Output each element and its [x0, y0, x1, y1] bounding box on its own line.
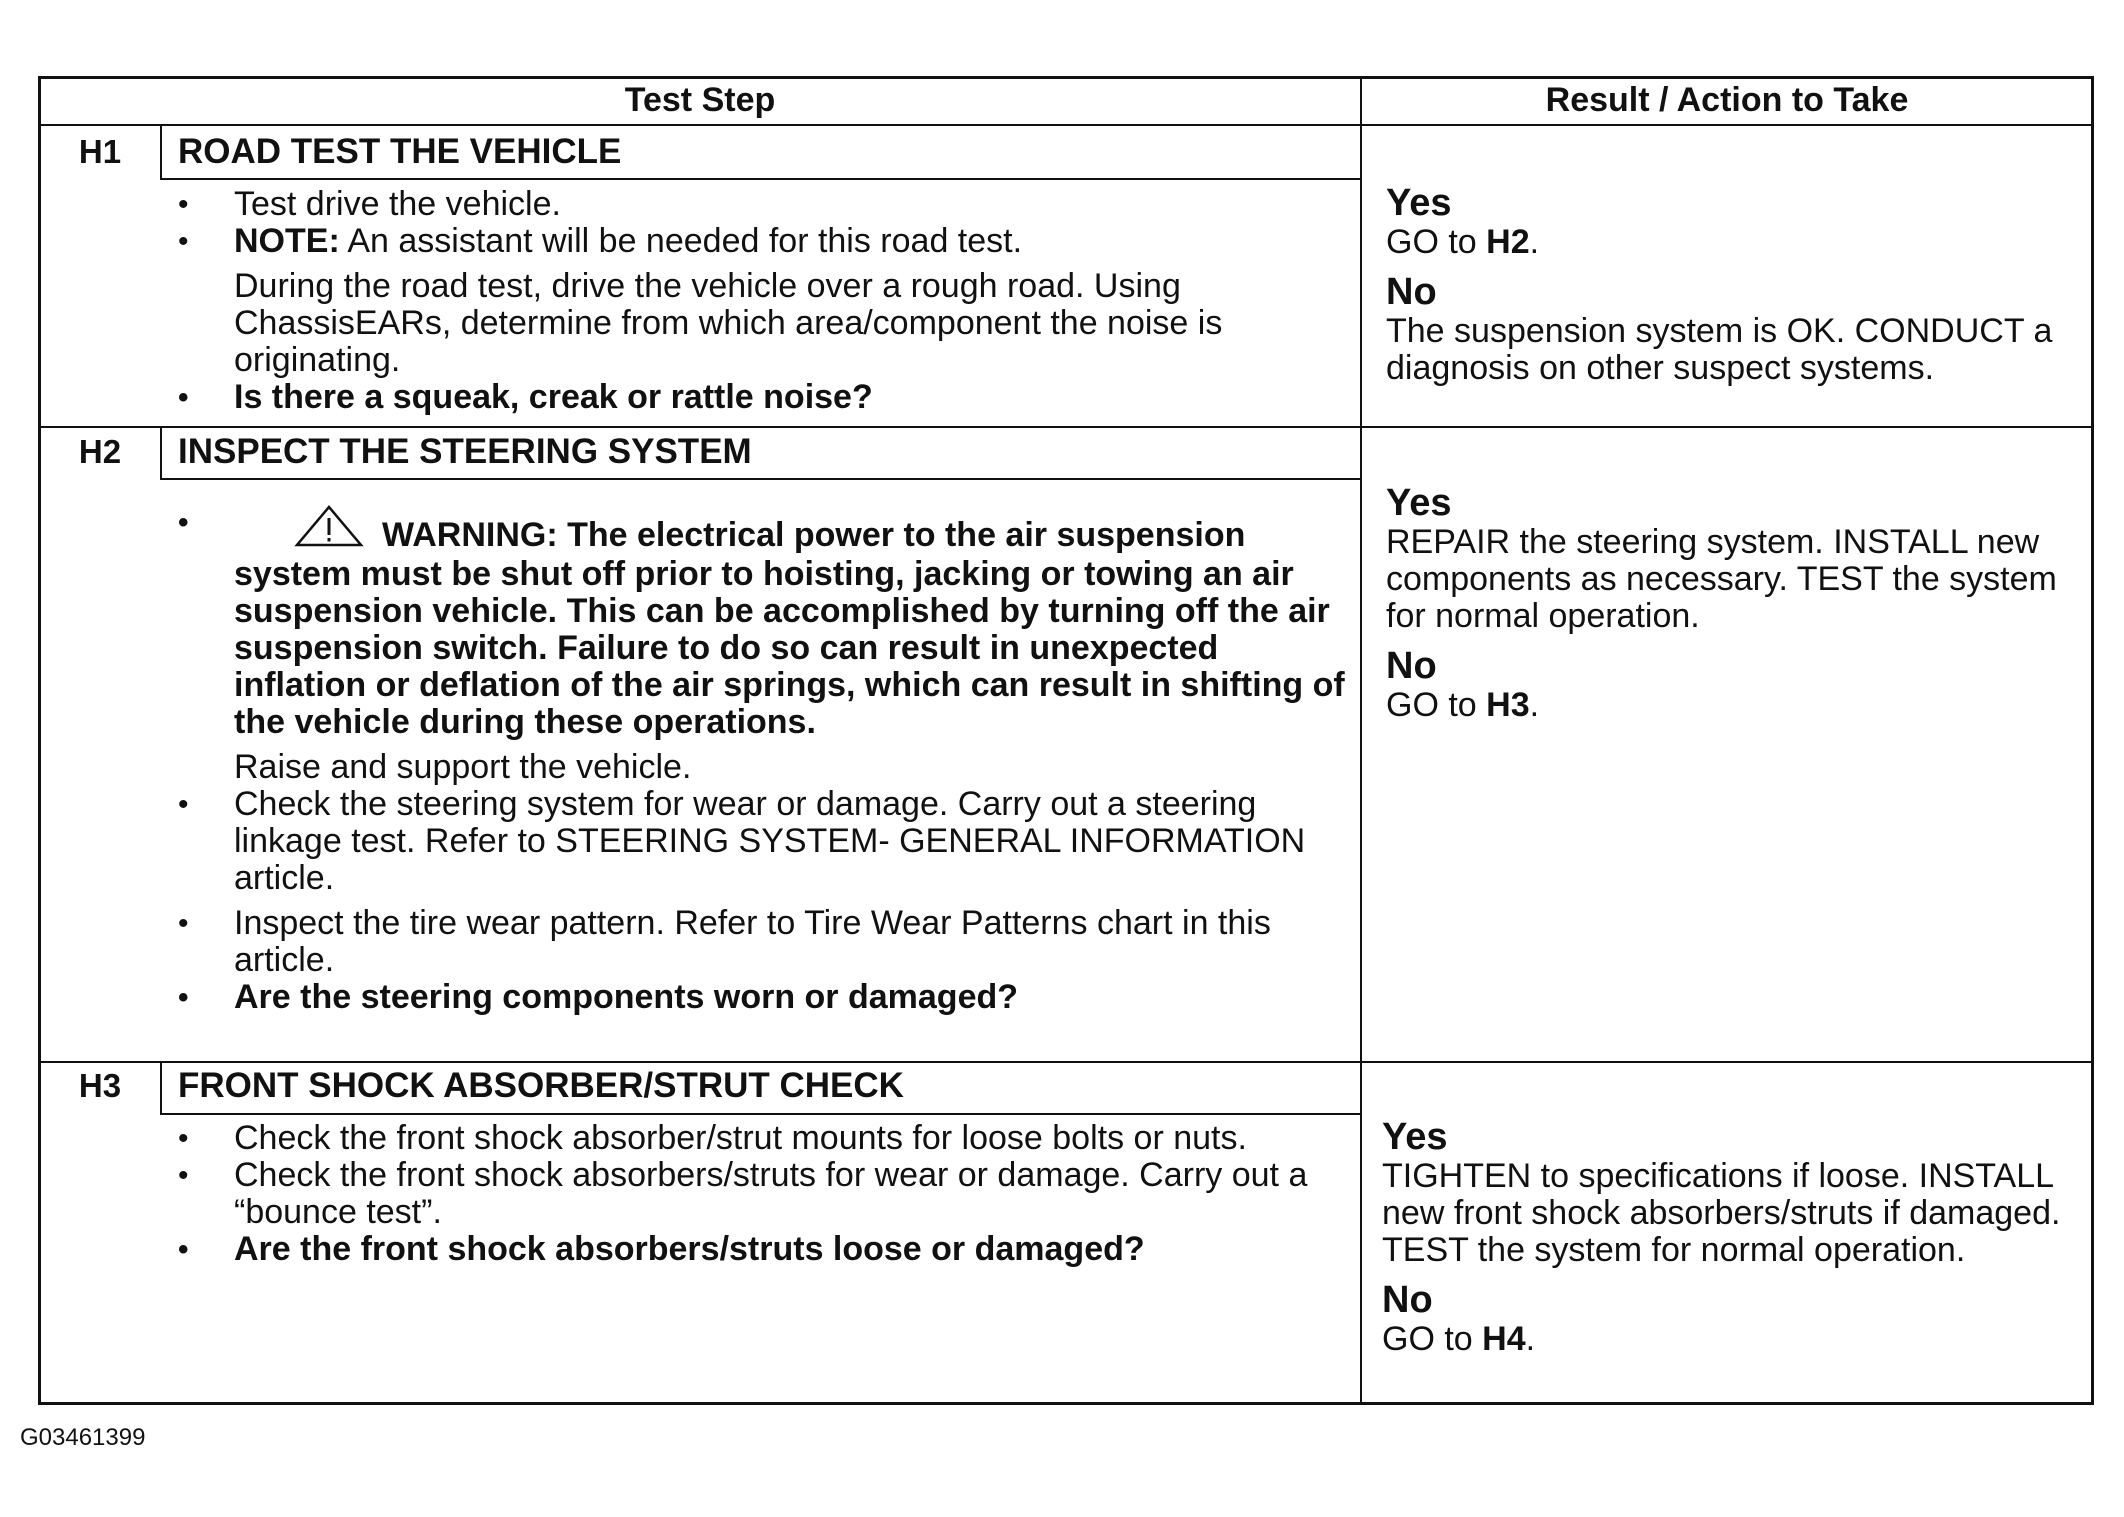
question: • Is there a squeak, creak or rattle noise? — [178, 379, 1338, 416]
paragraph: Raise and support the vehicle. — [234, 748, 692, 786]
step-content-h3 — [178, 1120, 1348, 1268]
list-item: • Check the steering system for wear or damage. Carry out a steering linkage test. Refer to STEERING SYSTEM- GENERAL INFORMATION article. — [178, 786, 1364, 897]
no-label: No — [1386, 271, 1437, 313]
yes-label: Yes — [1382, 1116, 1448, 1158]
warning-item: • WARNING: The electrical power to the air suspension system must be shut off prior to hoisting, jacking or towing an air suspension vehicle. This can be accomplished by turning off the air suspension switch. Failure to do so can result in unexpected inflation or deflation of the air springs, which can result in shifting of the vehicle during these operations. — [178, 504, 1348, 741]
step-title-rule — [160, 1113, 1360, 1115]
step-id-h1: H1 — [78, 133, 122, 170]
list-item: • Test drive the vehicle. — [178, 186, 1338, 223]
figure-id: G03461399 — [20, 1424, 146, 1451]
step-title-h1: ROAD TEST THE VEHICLE — [178, 132, 622, 171]
list-item: • Inspect the tire wear pattern. Refer to Tire Wear Patterns chart in this article. — [178, 905, 1364, 979]
question: • Are the steering components worn or damaged? — [178, 979, 1348, 1016]
warning-triangle-icon — [294, 504, 364, 556]
header-rule — [40, 124, 2092, 126]
no-label: No — [1382, 1279, 1433, 1321]
yes-action: REPAIR the steering system. INSTALL new components as necessary. TEST the system for normal operation. — [1386, 523, 2057, 635]
result-h3 — [1382, 1116, 2088, 1358]
header-result: Result / Action to Take — [1545, 81, 1909, 119]
note-label: NOTE: — [234, 222, 340, 260]
step-id-divider — [160, 126, 162, 178]
yes-label: Yes — [1386, 482, 1452, 524]
step-content-h1 — [178, 186, 1338, 416]
list-item: • Check the front shock absorbers/struts for wear or damage. Carry out a “bounce test”. — [178, 1157, 1334, 1231]
row-rule — [40, 426, 2092, 428]
row-rule — [40, 1061, 2092, 1063]
no-action: GO to H4. — [1382, 1320, 1536, 1358]
no-action: The suspension system is OK. CONDUCT a diagnosis on other suspect systems. — [1386, 312, 2053, 387]
column-divider — [1360, 78, 1362, 1403]
step-title-h3: FRONT SHOCK ABSORBER/STRUT CHECK — [178, 1066, 904, 1105]
step-id-divider — [160, 428, 162, 478]
no-action: GO to H3. — [1386, 686, 1540, 724]
yes-action: GO to H2. — [1386, 223, 1540, 261]
list-item: • NOTE: An assistant will be needed for this road test. — [178, 223, 1338, 260]
result-h1 — [1386, 182, 2086, 387]
step-content-h2 — [178, 504, 1348, 1016]
step-title-h2: INSPECT THE STEERING SYSTEM — [178, 432, 752, 471]
header-test-step: Test Step — [624, 81, 776, 119]
question: • Are the front shock absorbers/struts loose or damaged? — [178, 1231, 1348, 1268]
no-label: No — [1386, 645, 1437, 687]
step-id-h3: H3 — [78, 1067, 122, 1104]
list-item: • Check the front shock absorber/strut mounts for loose bolts or nuts. — [178, 1120, 1334, 1157]
yes-label: Yes — [1386, 182, 1452, 224]
step-title-rule — [160, 178, 1360, 180]
yes-action: TIGHTEN to specifications if loose. INSTALL new front shock absorbers/struts if damaged. TEST the system for normal operation. — [1382, 1157, 2061, 1269]
paragraph: During the road test, drive the vehicle over a rough road. Using ChassisEARs, determine from which area/component the noise is originating. — [234, 267, 1223, 379]
step-id-h2: H2 — [78, 433, 122, 470]
step-id-divider — [160, 1063, 162, 1113]
step-title-rule — [160, 478, 1360, 480]
result-h2 — [1386, 482, 2086, 724]
